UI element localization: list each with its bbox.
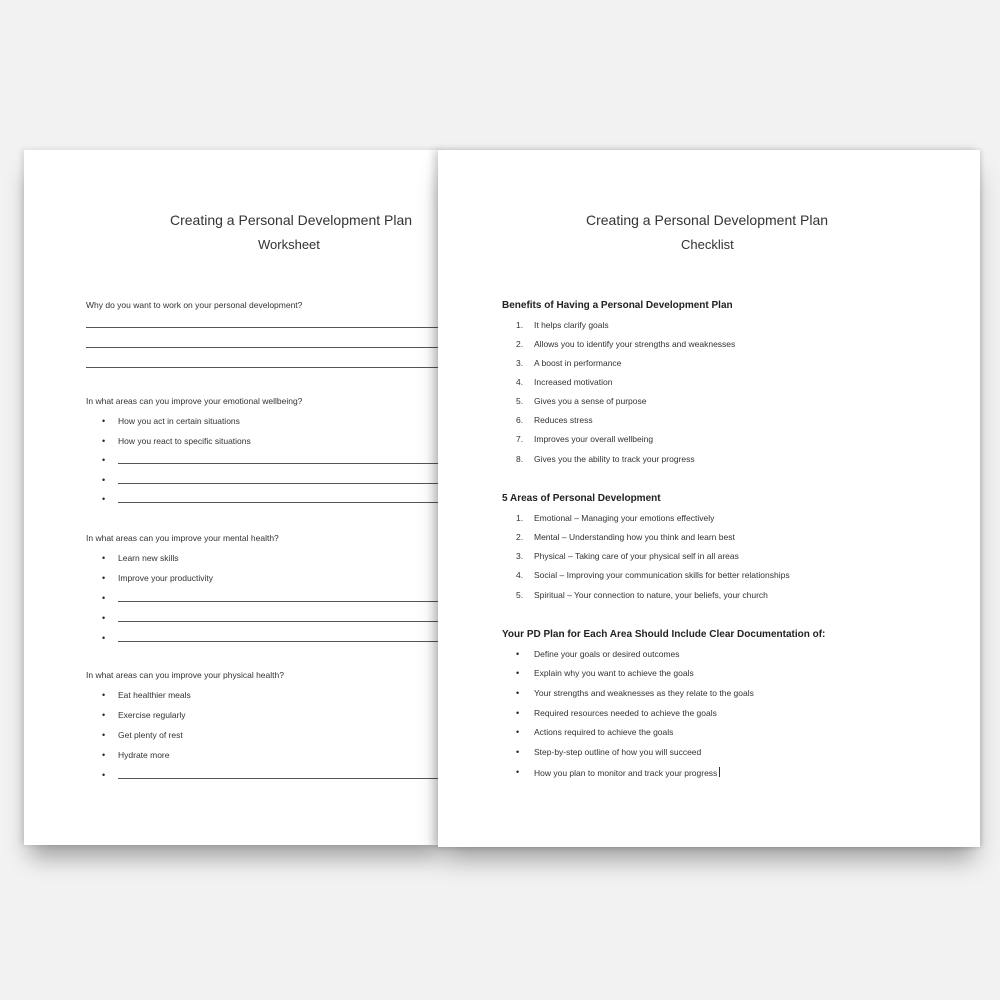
checklist-page xyxy=(438,150,980,847)
bullet-icon: • xyxy=(102,593,106,603)
bullet-icon: • xyxy=(516,668,520,678)
bullet-icon: • xyxy=(102,475,106,485)
bullet-icon: • xyxy=(102,633,106,643)
list-number: 6. xyxy=(516,415,524,425)
bullet-icon: • xyxy=(102,710,106,720)
bullet-icon: • xyxy=(102,690,106,700)
bullet-icon: • xyxy=(102,436,106,446)
bullet-icon: • xyxy=(102,750,106,760)
answer-line[interactable] xyxy=(118,483,444,484)
list-item: Spiritual – Your connection to nature, your beliefs, your church xyxy=(534,590,768,600)
list-item: A boost in performance xyxy=(534,358,622,368)
list-item xyxy=(534,767,720,778)
list-item: Required resources needed to achieve the goals xyxy=(534,708,717,718)
checklist-title-line1: Creating a Personal Development Plan xyxy=(586,212,829,228)
bullet-icon: • xyxy=(102,730,106,740)
worksheet-page xyxy=(24,150,444,845)
list-item: Emotional – Managing your emotions effectively xyxy=(534,513,715,523)
bullet-icon: • xyxy=(516,649,520,659)
bullet-icon: • xyxy=(102,770,106,780)
list-item: Physical – Taking care of your physical self in all areas xyxy=(534,551,739,561)
list-item: How you react to specific situations xyxy=(118,436,251,446)
answer-line[interactable] xyxy=(118,463,444,464)
bullet-icon: • xyxy=(516,727,520,737)
list-item: Allows you to identify your strengths and weaknesses xyxy=(534,339,736,349)
worksheet-question-2: In what areas can you improve your emotional wellbeing? xyxy=(86,396,303,406)
list-item: Reduces stress xyxy=(534,415,593,425)
list-number: 8. xyxy=(516,454,524,464)
list-item: It helps clarify goals xyxy=(534,320,609,330)
bullet-icon: • xyxy=(102,416,106,426)
bullet-icon: • xyxy=(516,708,520,718)
list-number: 3. xyxy=(516,358,524,368)
worksheet-title-line1: Creating a Personal Development Plan xyxy=(170,212,413,228)
list-item: Hydrate more xyxy=(118,750,170,760)
bullet-icon: • xyxy=(102,613,106,623)
answer-line[interactable] xyxy=(86,347,444,348)
list-number: 7. xyxy=(516,434,524,444)
answer-line[interactable] xyxy=(118,601,444,602)
checklist-section-heading: Benefits of Having a Personal Development Plan xyxy=(502,300,733,311)
list-number: 3. xyxy=(516,551,524,561)
list-item: Step-by-step outline of how you will succeed xyxy=(534,747,702,757)
list-item: Define your goals or desired outcomes xyxy=(534,649,680,659)
worksheet-title-line2: Worksheet xyxy=(258,237,320,252)
list-number: 4. xyxy=(516,377,524,387)
bullet-icon: • xyxy=(516,688,520,698)
list-item: Gives you a sense of purpose xyxy=(534,396,647,406)
bullet-icon: • xyxy=(102,573,106,583)
list-number: 1. xyxy=(516,513,524,523)
list-item: Improves your overall wellbeing xyxy=(534,434,654,444)
bullet-icon: • xyxy=(102,494,106,504)
list-item: Actions required to achieve the goals xyxy=(534,727,674,737)
list-item: Eat healthier meals xyxy=(118,690,191,700)
list-item: Improve your productivity xyxy=(118,573,213,583)
list-item: Increased motivation xyxy=(534,377,613,387)
worksheet-question-3: In what areas can you improve your mental health? xyxy=(86,533,279,543)
checklist-title-line2: Checklist xyxy=(681,237,734,252)
bullet-icon: • xyxy=(102,455,106,465)
answer-line[interactable] xyxy=(86,327,444,328)
list-item: How you act in certain situations xyxy=(118,416,240,426)
list-item: Learn new skills xyxy=(118,553,179,563)
bullet-icon: • xyxy=(516,747,520,757)
answer-line[interactable] xyxy=(86,367,444,368)
list-number: 2. xyxy=(516,339,524,349)
list-number: 4. xyxy=(516,570,524,580)
list-number: 5. xyxy=(516,590,524,600)
text-cursor xyxy=(719,767,720,777)
list-item: Get plenty of rest xyxy=(118,730,183,740)
answer-line[interactable] xyxy=(118,621,444,622)
answer-line[interactable] xyxy=(118,641,444,642)
list-item: Exercise regularly xyxy=(118,710,186,720)
bullet-icon: • xyxy=(102,553,106,563)
list-item: Social – Improving your communication skills for better relationships xyxy=(534,570,790,580)
list-number: 5. xyxy=(516,396,524,406)
answer-line[interactable] xyxy=(118,778,444,779)
list-item-text: How you plan to monitor and track your progress xyxy=(534,768,718,778)
list-number: 1. xyxy=(516,320,524,330)
worksheet-question-4: In what areas can you improve your physical health? xyxy=(86,670,284,680)
bullet-icon: • xyxy=(516,767,520,777)
checklist-section-heading: Your PD Plan for Each Area Should Include Clear Documentation of: xyxy=(502,629,826,640)
list-item: Mental – Understanding how you think and learn best xyxy=(534,532,735,542)
list-item: Your strengths and weaknesses as they relate to the goals xyxy=(534,688,754,698)
answer-line[interactable] xyxy=(118,502,444,503)
list-item: Gives you the ability to track your progress xyxy=(534,454,695,464)
list-number: 2. xyxy=(516,532,524,542)
checklist-section-heading: 5 Areas of Personal Development xyxy=(502,493,661,504)
list-item: Explain why you want to achieve the goals xyxy=(534,668,694,678)
worksheet-question-1: Why do you want to work on your personal development? xyxy=(86,300,303,310)
